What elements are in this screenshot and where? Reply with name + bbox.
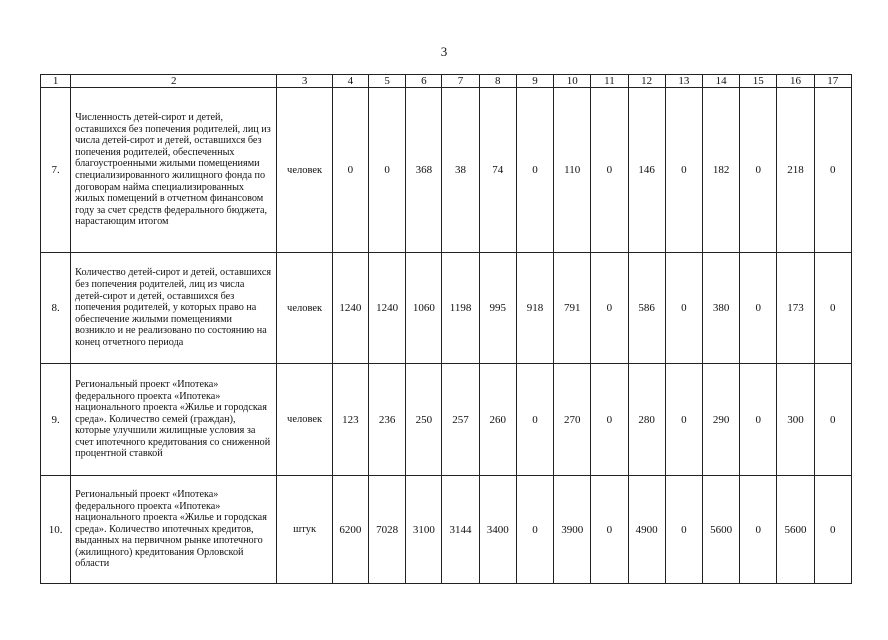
column-header: 11 — [591, 75, 628, 88]
row-number: 7. — [41, 88, 71, 253]
value-cell: 0 — [516, 364, 553, 476]
value-cell: 74 — [479, 88, 516, 253]
table-row — [41, 476, 852, 584]
value-cell: 3400 — [479, 476, 516, 584]
value-cell: 146 — [628, 88, 665, 253]
unit-of-measure: человек — [277, 253, 332, 364]
value-cell: 0 — [740, 88, 777, 253]
column-header: 16 — [777, 75, 814, 88]
value-cell: 38 — [442, 88, 479, 253]
column-header: 12 — [628, 75, 665, 88]
unit-of-measure: человек — [277, 88, 332, 253]
value-cell: 0 — [814, 364, 851, 476]
value-cell: 1240 — [368, 253, 405, 364]
value-cell: 0 — [740, 364, 777, 476]
value-cell: 380 — [702, 253, 739, 364]
row-number: 10. — [41, 476, 71, 584]
column-header: 14 — [702, 75, 739, 88]
value-cell: 0 — [368, 88, 405, 253]
value-cell: 7028 — [368, 476, 405, 584]
value-cell: 173 — [777, 253, 814, 364]
value-cell: 0 — [332, 88, 368, 253]
value-cell: 0 — [591, 476, 628, 584]
value-cell: 250 — [406, 364, 442, 476]
column-header: 17 — [814, 75, 851, 88]
value-cell: 280 — [628, 364, 665, 476]
value-cell: 0 — [665, 476, 702, 584]
value-cell: 110 — [554, 88, 591, 253]
indicators-table — [40, 74, 852, 584]
indicator-description: Численность детей-сирот и детей, оставшихся без попечения родителей, лиц из числа детей-сирот и детей, оставшихся без попечения родителей, обеспеченных благоустроенными жилыми помещениями специализированного жилищного фонда по договорам найма специализированных жилых помещений в отчетном финансовом году за счет средств федерального бюджета, нарастающим итогом — [71, 88, 277, 253]
value-cell: 290 — [702, 364, 739, 476]
value-cell: 0 — [740, 253, 777, 364]
value-cell: 0 — [665, 253, 702, 364]
value-cell: 123 — [332, 364, 368, 476]
unit-of-measure: человек — [277, 364, 332, 476]
page-number: 3 — [440, 44, 448, 59]
value-cell: 0 — [591, 253, 628, 364]
table-row — [41, 88, 852, 253]
value-cell: 218 — [777, 88, 814, 253]
row-number: 8. — [41, 253, 71, 364]
indicator-description: Количество детей-сирот и детей, оставшихся без попечения родителей, лиц из числа детей-сирот и детей, оставшихся без попечения родителей, у которых право на обеспечение жилыми помещениями возникло и не реализовано по состоянию на конец отчетного периода — [71, 253, 277, 364]
column-header: 13 — [665, 75, 702, 88]
value-cell: 1060 — [406, 253, 442, 364]
value-cell: 918 — [516, 253, 553, 364]
column-header: 9 — [516, 75, 553, 88]
value-cell: 1240 — [332, 253, 368, 364]
column-header: 6 — [406, 75, 442, 88]
value-cell: 0 — [740, 476, 777, 584]
table-header-row — [41, 75, 852, 88]
column-header: 3 — [277, 75, 332, 88]
row-number: 9. — [41, 364, 71, 476]
column-header: 1 — [41, 75, 71, 88]
value-cell: 1198 — [442, 253, 479, 364]
value-cell: 3144 — [442, 476, 479, 584]
value-cell: 586 — [628, 253, 665, 364]
value-cell: 995 — [479, 253, 516, 364]
value-cell: 0 — [665, 364, 702, 476]
value-cell: 5600 — [702, 476, 739, 584]
column-header: 15 — [740, 75, 777, 88]
value-cell: 791 — [554, 253, 591, 364]
column-header: 4 — [332, 75, 368, 88]
value-cell: 0 — [665, 88, 702, 253]
column-header: 2 — [71, 75, 277, 88]
unit-of-measure: штук — [277, 476, 332, 584]
column-header: 10 — [554, 75, 591, 88]
column-header: 7 — [442, 75, 479, 88]
value-cell: 270 — [554, 364, 591, 476]
indicator-description: Региональный проект «Ипотека» федерального проекта «Ипотека» национального проекта «Жилье и городская среда». Количество ипотечных кредитов, выданных на первичном рынке ипотечного (жилищного) кредитования Орловской области — [71, 476, 277, 584]
indicator-description: Региональный проект «Ипотека» федерального проекта «Ипотека» национального проекта «Жилье и городская среда». Количество семей (граждан), которые улучшили жилищные условия за счет ипотечного кредитования со сниженной процентной ставкой — [71, 364, 277, 476]
value-cell: 0 — [591, 364, 628, 476]
value-cell: 236 — [368, 364, 405, 476]
value-cell: 0 — [814, 476, 851, 584]
value-cell: 5600 — [777, 476, 814, 584]
column-header: 5 — [368, 75, 405, 88]
column-header: 8 — [479, 75, 516, 88]
value-cell: 0 — [814, 253, 851, 364]
table-row — [41, 253, 852, 364]
value-cell: 0 — [814, 88, 851, 253]
value-cell: 3100 — [406, 476, 442, 584]
value-cell: 368 — [406, 88, 442, 253]
value-cell: 6200 — [332, 476, 368, 584]
value-cell: 0 — [516, 88, 553, 253]
value-cell: 182 — [702, 88, 739, 253]
value-cell: 257 — [442, 364, 479, 476]
value-cell: 0 — [516, 476, 553, 584]
value-cell: 3900 — [554, 476, 591, 584]
value-cell: 300 — [777, 364, 814, 476]
table-row — [41, 364, 852, 476]
value-cell: 4900 — [628, 476, 665, 584]
value-cell: 0 — [591, 88, 628, 253]
value-cell: 260 — [479, 364, 516, 476]
